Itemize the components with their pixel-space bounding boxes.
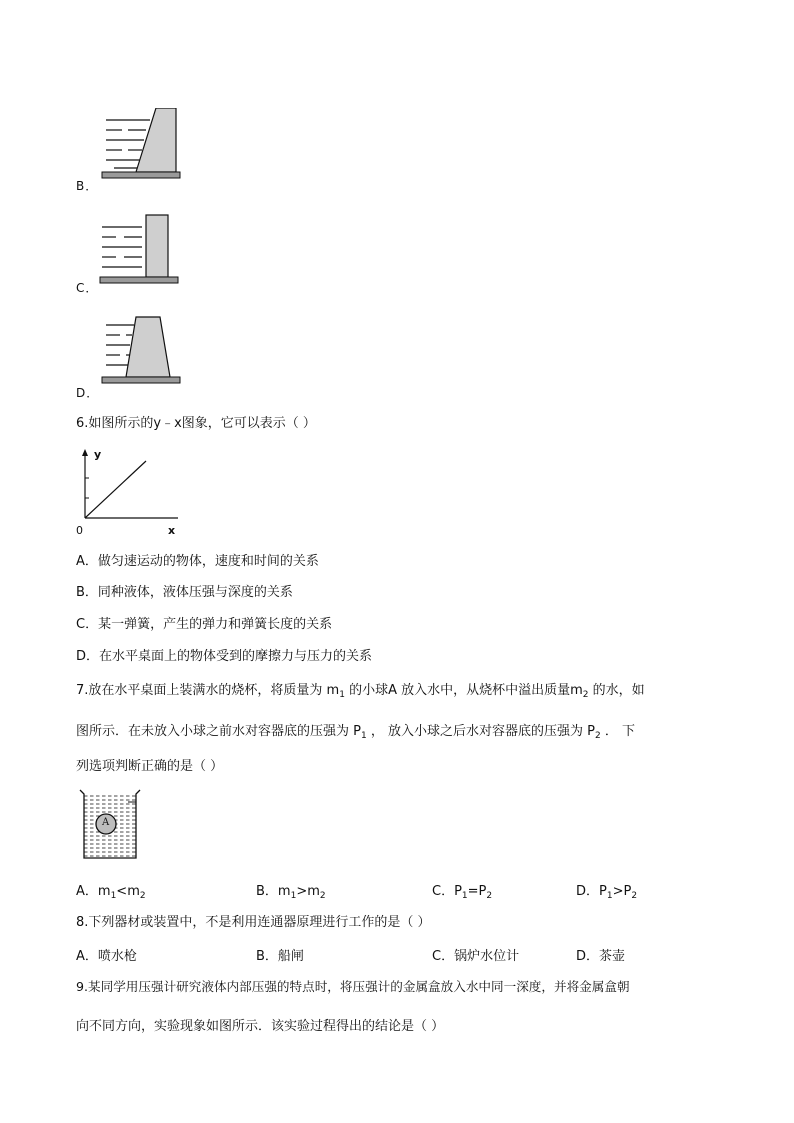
question-7-line-1: 7.放在水平桌面上装满水的烧杯，将质量为 $m_1$ 的小球A 放入水中，从烧杯中溢出质量$m_2$ 的水，如 [76, 683, 645, 700]
q6-option-b: B．同种液体，液体压强与深度的关系 [76, 585, 293, 600]
q8-option-d: D．茶壶 [576, 949, 626, 964]
question-7-line-2: 图所示．在未放入小球之前水对容器底的压强为 $P_1$ ， 放入小球之后水对容器底的压强为 $P_2$ ． 下 [76, 724, 635, 741]
ball-a-label: A [102, 817, 110, 828]
q7-option-b: B．$m_1>m_2$ [256, 884, 326, 901]
graph-y-axis-label: y [94, 448, 102, 461]
q8-option-b: B．船闸 [256, 949, 304, 964]
graph-origin-label: 0 [76, 524, 83, 537]
q7-option-d: D．$P_1>P_2$ [576, 884, 638, 901]
dam-option-c-label: C． [76, 281, 99, 295]
question-7-line-3: 列选项判断正确的是（ ） [76, 759, 224, 774]
graph-x-axis-label: x [168, 524, 176, 537]
q8-option-a: A．喷水枪 [76, 949, 137, 964]
q6-option-d: D．在水平桌面上的物体受到的摩擦力与压力的关系 [76, 649, 373, 664]
q7-option-a: A．$m_1<m_2$ [76, 884, 146, 901]
q8-option-c: C．锅炉水位计 [432, 949, 520, 964]
dam-figure-c [98, 213, 182, 287]
q7-option-c: C．$P_1=P_2$ [432, 884, 493, 901]
q6-option-c: C．某一弹簧，产生的弹力和弹簧长度的关系 [76, 617, 333, 632]
beaker-figure [78, 786, 142, 862]
dam-option-d-label: D． [76, 386, 100, 400]
question-8-stem: 8.下列器材或装置中，不是利用连通器原理进行工作的是（ ） [76, 915, 431, 930]
question-9-line-1: 9.某同学用压强计研究液体内部压强的特点时，将压强计的金属盒放入水中同一深度，并将金属盒朝 [76, 979, 630, 994]
y-x-graph [70, 448, 190, 540]
question-9-line-2: 向不同方向，实验现象如图所示．该实验过程得出的结论是（ ） [76, 1019, 445, 1034]
dam-figure-b [100, 108, 184, 184]
dam-option-b-label: B． [76, 179, 99, 193]
q6-option-a: A．做匀速运动的物体，速度和时间的关系 [76, 554, 319, 569]
question-6-stem: 6.如图所示的y﹣x图象，它可以表示（ ） [76, 416, 316, 431]
dam-figure-d [100, 315, 184, 389]
